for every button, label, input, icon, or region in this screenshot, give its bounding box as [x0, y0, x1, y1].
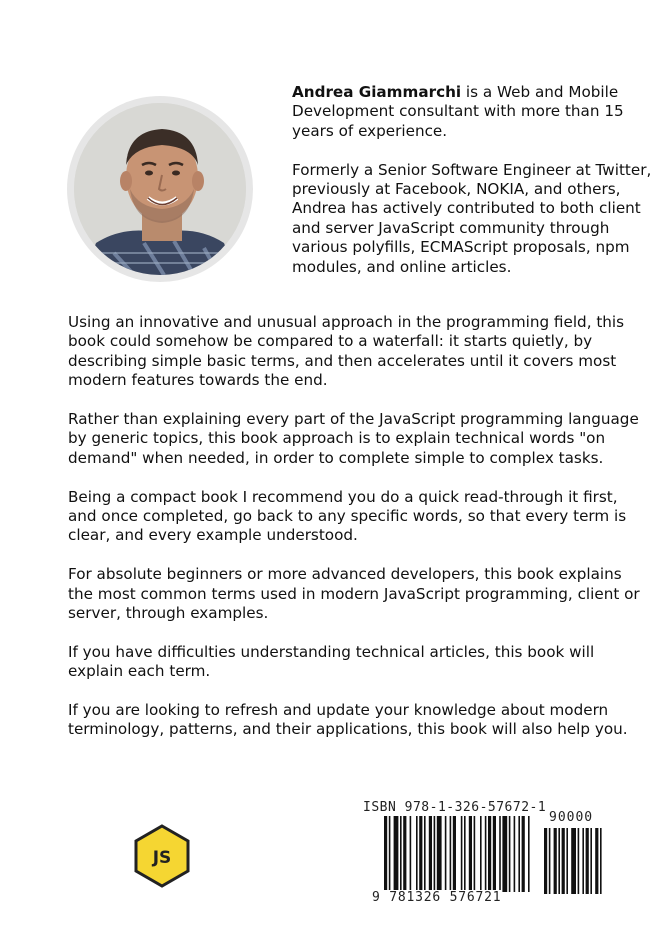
barcode-addon-bar	[582, 828, 584, 894]
barcode-bar	[502, 816, 507, 892]
description-paragraph: Being a compact book I recommend you do a quick read-through it first, and once completed, go back to any specific words, so that every term is clear, and every example understood.	[68, 487, 627, 545]
js-hexagon-logo	[133, 824, 191, 888]
barcode-bar	[488, 816, 491, 892]
description-paragraph: Rather than explaining every part of the JavaScript programming language by generic topics, this book approach is to explain technical words "on demand" when needed, in order to complete simple to complex tasks.	[68, 410, 639, 467]
description-paragraph: If you have difficulties understanding technical articles, this book will explain each term.	[68, 642, 595, 681]
barcode-bar	[493, 816, 496, 892]
barcode-bar	[528, 816, 530, 892]
barcode-bar	[419, 816, 422, 892]
barcode-bar	[424, 816, 426, 892]
barcode-addon-bar	[600, 828, 602, 894]
barcode-bar	[429, 816, 432, 892]
barcode-bar	[469, 816, 472, 892]
barcode-bar	[434, 816, 436, 892]
isbn-label: ISBN 978-1-326-57672-1	[363, 800, 547, 815]
barcode-addon-bar	[595, 828, 598, 894]
barcode-bar	[453, 816, 456, 892]
author-intro	[292, 83, 652, 141]
addon-digits: 90000	[549, 810, 594, 825]
barcode-addon-bar	[558, 828, 560, 894]
barcode-bar	[461, 816, 463, 892]
logo-text: JS	[152, 848, 172, 868]
barcode-bar	[384, 816, 387, 892]
barcode-bar	[400, 816, 402, 892]
barcode-addon-bar	[554, 828, 557, 894]
author-name: Andrea Giammarchi	[292, 83, 462, 101]
barcode-bar	[437, 816, 442, 892]
barcode-bar	[480, 816, 482, 892]
barcode-addon-bar	[566, 828, 568, 894]
description-paragraph: For absolute beginners or more advanced developers, this book explains the most common terms used in modern JavaScript programming, client or server, through examples.	[68, 565, 640, 623]
barcode-bar	[518, 816, 520, 892]
barcode-bar	[509, 816, 511, 892]
author-bio	[292, 83, 652, 296]
barcode-addon-bar	[549, 828, 551, 894]
barcode-bar	[522, 816, 525, 892]
ean-digits: 9 781326 576721	[372, 890, 502, 905]
barcode-bar	[394, 816, 399, 892]
description-paragraph: Using an innovative and unusual approach in the programming field, this book could somehow be compared to a waterfall: it starts quietly, by describing simple basic terms, and then accelerates until it covers most modern features towards the end.	[68, 313, 625, 390]
barcode-bar	[445, 816, 447, 892]
barcode-addon-bar	[586, 828, 589, 894]
barcode-bar	[416, 816, 418, 892]
author-career: Formerly a Senior Software Engineer at Twitter, previously at Facebook, NOKIA, and others, Andrea has actively contributed to both client and server JavaScript community through various polyfills, ECMAScript proposals, npm modules, and online articles.	[292, 160, 652, 276]
barcode-bar	[514, 816, 516, 892]
author-photo	[74, 103, 246, 275]
author-portrait	[67, 96, 253, 282]
author-intro-text: is a Web and Mobile Development consultant with more than 15 years of experience.	[292, 83, 624, 140]
barcode-bar	[410, 816, 412, 892]
barcode-bar	[403, 816, 406, 892]
barcode-addon-bar	[590, 828, 592, 894]
barcode-bar	[474, 816, 476, 892]
barcode-bar	[499, 816, 501, 892]
barcode-addon-bar	[544, 828, 547, 894]
barcode-addon-bar	[578, 828, 580, 894]
barcode-addon-bar	[571, 828, 576, 894]
barcode-bar	[389, 816, 391, 892]
barcode-addon-bar	[562, 828, 565, 894]
barcode-bar	[485, 816, 487, 892]
barcode-bar	[450, 816, 452, 892]
description-paragraph: If you are looking to refresh and update your knowledge about modern terminology, patterns, and their applications, this book will also help you.	[68, 701, 628, 739]
book-description	[68, 313, 648, 759]
barcode-bar	[464, 816, 466, 892]
